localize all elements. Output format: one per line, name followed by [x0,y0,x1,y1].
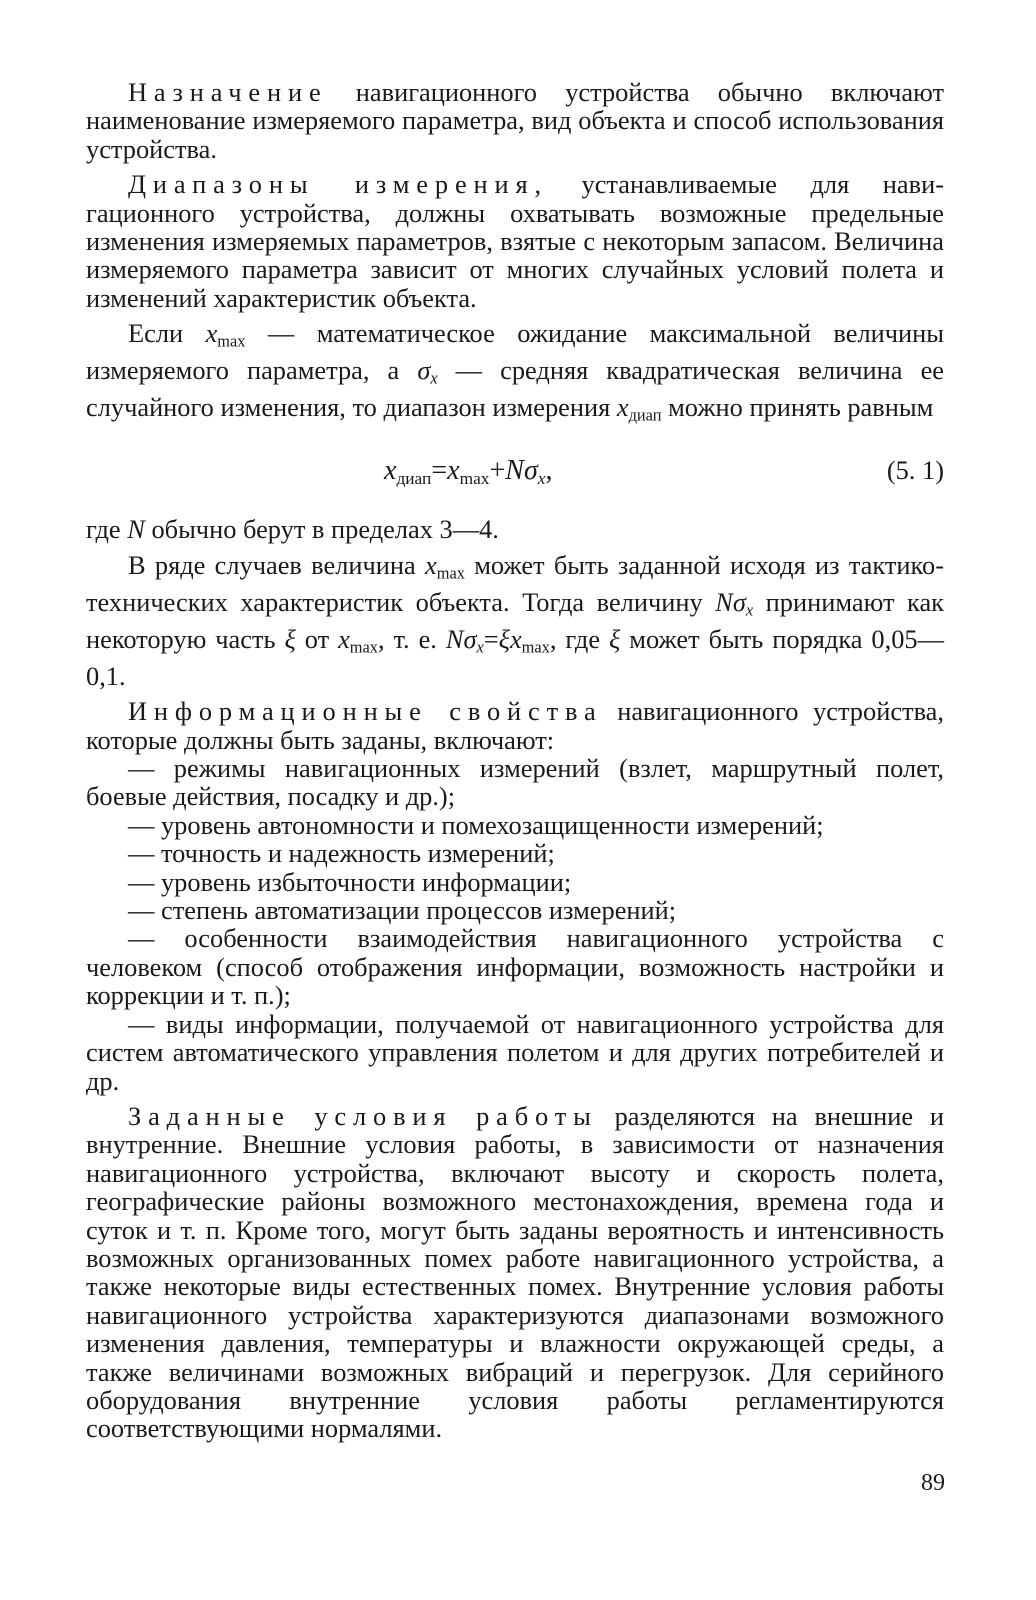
paragraph-definition [86,319,944,430]
paragraph-purpose [86,78,944,163]
list-item: — точность и надежность измерений; [128,838,555,869]
text-run: от [295,623,339,654]
text-run: Если [128,318,206,349]
var-x: x [205,318,218,349]
term-info-properties: Информационные свойства [128,696,603,727]
var-xi: ξ [284,623,296,654]
list-item: — режимы навигационных измерений (взлет, маршрутный полет, боевые действия, посадку и др.); [86,753,944,812]
text-run: — математическое ожидание максимальной величины измеряемого параметра, а [86,318,944,386]
plus-sign: + [489,455,506,487]
paragraph-text: навигационного устройства обычно включают наименование измеряемого параметра, вид объекта и способ использования устройства. [86,77,944,164]
formula [384,457,552,493]
list-item: — степень автоматизации процессов измерений; [128,895,677,926]
var-sigma: σ [523,455,538,487]
text-run: , т. е. [377,623,446,654]
term-ranges: Диапазоны измерения, [128,169,548,200]
list-item: — уровень избыточности информации; [128,866,572,897]
var-xi: ξ [498,623,510,654]
equation-number: (5. 1) [886,455,944,486]
var-x: x [509,623,522,654]
list-item: — особенности взаимодействия навигационного устройства с человеком (способ отображения информации, возможность настройки и коррекции и т. п.); [86,923,944,1011]
paragraph-info-properties [86,697,944,754]
sub-max: max [459,469,490,489]
sub-diap: диап [628,405,662,425]
text-run: — средняя квадратическая величина ее случайного изменения, то диапазон измерения [86,355,944,423]
var-x: x [616,392,629,423]
sub-max: max [217,331,246,351]
list-item: — виды информации, получаемой от навигационного устройства для систем автоматического управления полетом и для других потребителей и др. [86,1008,944,1096]
paragraph-operating-conditions [86,1102,944,1443]
var-sigma: σ [463,623,477,654]
var-sigma: σ [732,586,746,617]
text-run: может быть заданной исходя из тактико-технических характеристик объекта. Тогда величину [86,549,944,617]
paragraph-n-range [86,515,944,543]
text-run: может быть порядка 0,05—0,1. [86,623,944,691]
var-n: N [505,455,524,487]
var-x: x [338,623,350,654]
equation-5-1 [86,456,944,493]
paragraph-text: навигационного устройства, которые должны быть заданы, включают: [86,696,944,755]
paragraph-text: устанавливаемые для навигационного устройства, должны охватывать возможные предельные изменения измеряемых параметров, взятые с некоторым запасом. Величина измеряемого параметра зависит от многих случайных условий полета и изменений характеристик объекта. [86,169,944,313]
page-number: 89 [921,1470,945,1496]
equals-sign: = [431,455,448,487]
paragraph-tactical [86,551,944,690]
sub-x: x [430,368,438,388]
body-text [86,78,944,1443]
term-purpose: Назначение [128,77,328,107]
sub-x: x [476,637,484,657]
paragraph-text: разделяются на внешние и внутренние. Внешние условия работы, в зависимости от назначения навигационного устройства, включают высоту и скорость полета, географические районы возможного местонахождения, времена года и суток и т. п. Кроме того, могут быть заданы вероятность и интенсивность возможных организованных помех работе навигационного устройства, а также некоторые виды естественных помех. Внутренние условия работы навигационного устройства характеризуются диапазонами возможного изменения давления, температуры и влажности окружающей среды, а также величинами возможных вибраций и перегрузок. Для серийного оборудования внутренние условия работы регламентируются соответствующими нормалями. [86,1100,944,1444]
sub-max: max [349,637,378,657]
sub-x: x [537,469,546,489]
text-run: , где [549,623,609,654]
var-x: x [425,549,437,580]
var-xi: ξ [609,623,621,654]
sub-diap: диап [396,469,432,489]
equals-sign: = [483,623,499,654]
var-n: N [445,623,464,654]
var-x: x [447,455,460,487]
var-n: N [715,586,733,617]
term-operating-conditions: Заданные условия работы [128,1100,598,1131]
var-x: x [384,455,397,487]
text-run: В ряде случаев величина [128,549,426,580]
var-n: N [127,514,145,545]
text-run: можно принять равным [661,392,934,423]
comma: , [545,455,553,487]
paragraph-ranges [86,170,944,312]
sub-max: max [521,637,550,657]
sub-max: max [436,563,465,583]
text-run: где [86,514,128,545]
var-sigma: σ [417,355,431,386]
text-run: принимают как некоторую часть [86,586,944,654]
list-item: — уровень автономности и помехозащищенности измерений; [128,809,824,840]
sub-x: x [745,600,754,620]
text-run: обычно берут в пределах 3—4. [144,514,499,545]
